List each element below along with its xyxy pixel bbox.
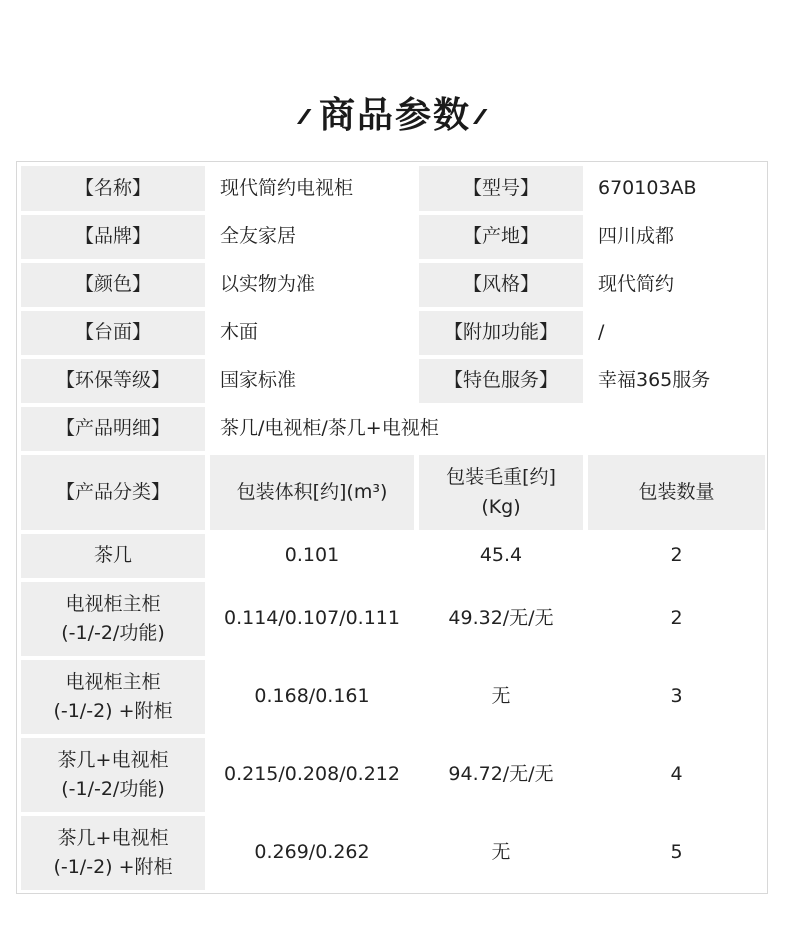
row2-category	[21, 582, 205, 656]
origin-value: 四川成都	[588, 215, 765, 259]
brand-label: 【品牌】	[21, 215, 205, 259]
row5-volume: 0.269/0.262	[210, 816, 414, 890]
row4-category	[21, 738, 205, 812]
row4-category-line1: 茶几+电视柜	[57, 748, 169, 771]
row1-category: 茶几	[21, 534, 205, 578]
row3-category-line2: (-1/-2) +附柜	[53, 700, 173, 722]
row3-category	[21, 660, 205, 734]
left-accent-mark	[297, 109, 312, 124]
header-weight-line2: (Kg)	[481, 495, 521, 518]
row2-quantity: 2	[588, 582, 765, 656]
model-value: 670103AB	[588, 166, 765, 211]
row4-quantity: 4	[588, 738, 765, 812]
row2-volume: 0.114/0.107/0.111	[210, 582, 414, 656]
header-category: 【产品分类】	[21, 455, 205, 530]
row5-category-line1: 茶几+电视柜	[57, 826, 169, 849]
feature-label: 【特色服务】	[419, 359, 583, 403]
origin-label: 【产地】	[419, 215, 583, 259]
detail-label: 【产品明细】	[21, 407, 205, 451]
row2-category-line1: 电视柜主柜	[65, 592, 161, 615]
header-weight	[419, 455, 583, 530]
header-volume: 包装体积[约](m³)	[210, 455, 414, 530]
row4-volume: 0.215/0.208/0.212	[210, 738, 414, 812]
row3-volume: 0.168/0.161	[210, 660, 414, 734]
row4-weight: 94.72/无/无	[419, 738, 583, 812]
page-title: 商品参数	[318, 94, 471, 136]
header-quantity: 包装数量	[588, 455, 765, 530]
eco-value: 国家标准	[210, 359, 414, 403]
row3-category-line1: 电视柜主柜	[65, 670, 161, 693]
row4-category-line2: (-1/-2/功能)	[61, 778, 165, 800]
row5-category-line2: (-1/-2) +附柜	[53, 856, 173, 878]
row2-category-line2: (-1/-2/功能)	[61, 622, 165, 644]
row5-quantity: 5	[588, 816, 765, 890]
row5-category	[21, 816, 205, 890]
extra-function-label: 【附加功能】	[419, 311, 583, 355]
feature-value: 幸福365服务	[588, 359, 765, 403]
right-accent-mark	[473, 109, 488, 124]
header-weight-line1: 包装毛重[约]	[446, 466, 556, 489]
extra-function-value: /	[588, 311, 765, 355]
top-label: 【台面】	[21, 311, 205, 355]
model-label: 【型号】	[419, 166, 583, 211]
row2-weight: 49.32/无/无	[419, 582, 583, 656]
row3-weight: 无	[419, 660, 583, 734]
row1-weight: 45.4	[419, 534, 583, 578]
brand-value: 全友家居	[210, 215, 414, 259]
row1-volume: 0.101	[210, 534, 414, 578]
title-bar	[0, 86, 790, 138]
row5-weight: 无	[419, 816, 583, 890]
name-value: 现代简约电视柜	[210, 166, 414, 211]
style-label: 【风格】	[419, 263, 583, 307]
row3-quantity: 3	[588, 660, 765, 734]
row1-quantity: 2	[588, 534, 765, 578]
detail-value: 茶几/电视柜/茶几+电视柜	[210, 407, 765, 451]
color-value: 以实物为准	[210, 263, 414, 307]
parameter-table	[16, 161, 768, 894]
style-value: 现代简约	[588, 263, 765, 307]
eco-label: 【环保等级】	[21, 359, 205, 403]
top-value: 木面	[210, 311, 414, 355]
color-label: 【颜色】	[21, 263, 205, 307]
name-label: 【名称】	[21, 166, 205, 211]
